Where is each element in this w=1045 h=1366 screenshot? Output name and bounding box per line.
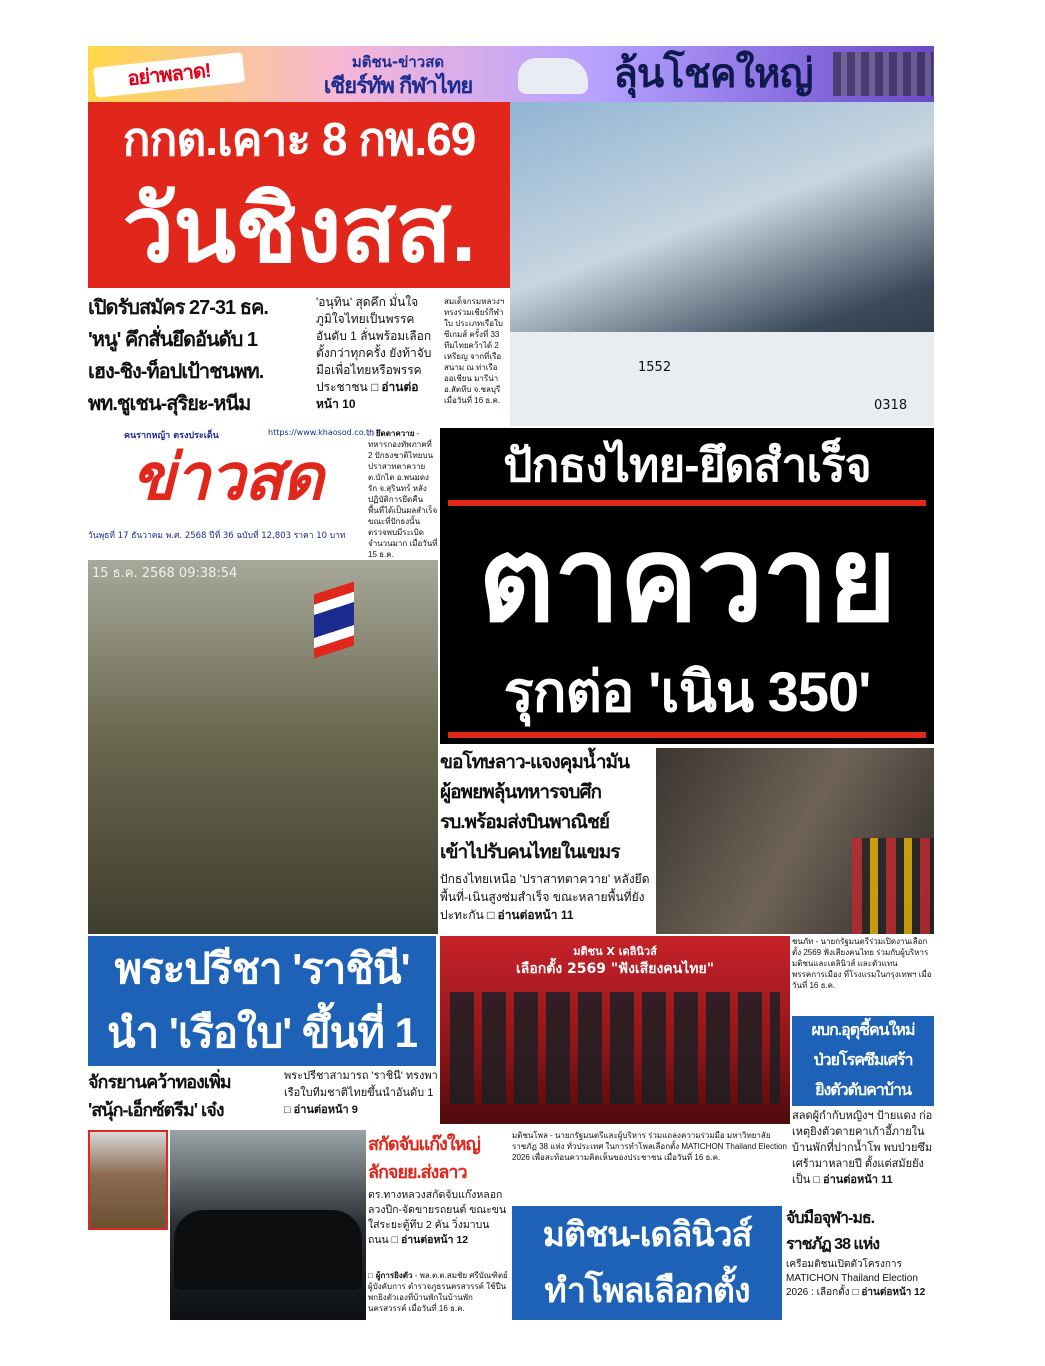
sailing-caption-ref: เมื่อวันที่ 16 ธ.ค. <box>444 396 501 405</box>
subhead-rule <box>448 732 926 738</box>
main-story-box[interactable] <box>440 428 934 744</box>
election-line-3: เฮง-ชิง-ท็อปเป้าชนพท. <box>88 361 264 383</box>
sail-number-1: 1552 <box>638 360 672 375</box>
pm-line-3: ยิงตัวดับคาบ้าน <box>815 1082 911 1099</box>
press-photo <box>656 748 934 934</box>
survey-brief-text: มติชนโพล - นายกรัฐมนตรีและผู้บริหาร ร่วมแถลงความร่วมมือ มหาวิทยาลัยราชภัฏ 38 แห่ง ทั่วประเทศ ในการทำโพลเลือกตั้ง MATICHON Thailand Election 2026 เพื่อสะท้อนความคิดเห็นของประชาชน <box>512 1131 787 1162</box>
election-line-1: เปิดรับสมัคร 27-31 ธค. <box>88 297 268 319</box>
poll-side-2: ราชภัฏ 38 แห่ง <box>786 1236 880 1253</box>
event-brand: มติชน X เดลินิวส์ <box>573 945 657 958</box>
boat-hull <box>510 332 934 426</box>
apology-line-3: รบ.พร้อมส่งบินพาณิชย์ <box>440 812 609 833</box>
poll-line-2: ทำโพลเลือกตั้ง <box>544 1272 750 1310</box>
gang-line-1: สกัดจับแก๊งใหญ่ <box>368 1134 480 1154</box>
poll-ref[interactable]: □ อ่านต่อหน้า 12 <box>852 1287 925 1298</box>
election-headline-box[interactable] <box>88 292 312 426</box>
banner-year: 2568 <box>958 78 997 94</box>
apology-line-1: ขอโทษลาว-แจงคุมน้ำมัน <box>440 752 630 773</box>
gang-line-2: ลักจยย.ส่งลาว <box>368 1162 467 1182</box>
apology-line-2: ผู้อพยพลุ้นทหารจบศึก <box>440 782 602 803</box>
sailing-caption <box>444 296 506 426</box>
flag-brief-body: - ทหารกองทัพภาคที่ 2 ปักธงชาติไทยบนปราสาทตาควาย ต.บักได อ.พนมดงรัก จ.สุรินทร์ หลังปฏิบัติการยึดคืนพื้นที่ได้เป็นผลสำเร็จ ขณะที่ปักธงนั้น ตรวจพบมีระเบิดจำนวนมาก <box>368 429 438 548</box>
election-ref[interactable]: □ อ่านต่อหน้า 10 <box>316 380 419 411</box>
sport-body-text: พระปรีชาสามารถ 'ราชินี' ทรงพาเรือใบทีมชาติไทยขึ้นนำอันดับ 1 <box>284 1070 438 1099</box>
apology-line-4: เข้าไปรับคนไทยในเขมร <box>440 842 620 863</box>
sport-body <box>284 1068 438 1124</box>
sport-ref[interactable]: □ อ่านต่อหน้า 9 <box>284 1104 358 1116</box>
kicker-rule <box>448 500 926 506</box>
gang-body <box>368 1188 510 1268</box>
top-story-line2: วันชิงสส. <box>122 179 476 281</box>
flag-brief <box>368 428 438 560</box>
car-body <box>174 1210 362 1290</box>
car-image <box>518 58 588 94</box>
masthead-tagline: คนรากหญ้า ตรงประเด็น <box>124 431 219 441</box>
banner-date-from: ตั้งแต่ <box>948 51 970 61</box>
apology-body <box>440 870 656 924</box>
election-line-4: พท.ชูเชน-สุริยะ-หนีม <box>88 393 251 415</box>
flag-brief-title: □ ยึดตาควาย <box>368 429 414 438</box>
prize-image <box>833 52 933 96</box>
microphone-cluster <box>852 838 934 934</box>
apology-story[interactable] <box>440 748 656 934</box>
election-body <box>316 294 440 428</box>
poll-side-1: จับมือจุฬา-มธ. <box>786 1210 875 1227</box>
sport-line-1: พระปรีชา 'ราชินี' <box>114 945 410 992</box>
banner-date-to: ถึง 18 ธ.ค. <box>986 62 1045 76</box>
sport-subheads <box>88 1068 282 1124</box>
sport-sub-2: 'สนุ้ก-เอ็กซ์ตรีม' เจ๋ง <box>88 1100 224 1120</box>
pm-box[interactable] <box>792 1016 934 1106</box>
right-brief-ref: เมื่อวันที่ 16 ธ.ค. <box>792 970 932 990</box>
poll-line-1: มติชน-เดลินิวส์ <box>542 1216 752 1254</box>
masthead-logo: ข่าวสด <box>131 441 323 513</box>
poll-headline-box[interactable] <box>512 1206 782 1320</box>
thai-flag-icon <box>314 582 354 659</box>
banner-headline: ลุ้นโชคใหญ่ <box>613 52 813 96</box>
sail-number-2: 0318 <box>874 398 908 413</box>
banner-line2: เชียร์ทัพ กีฬาไทย <box>323 73 473 98</box>
officer-brief <box>368 1270 510 1320</box>
banner-date-today: วันนี้ <box>944 62 962 100</box>
flag-photo <box>88 560 438 934</box>
poll-body <box>786 1258 934 1300</box>
election-line-2: 'หนู' คึกสั่นยึดอันดับ 1 <box>88 329 258 351</box>
event-title: เลือกตั้ง 2569 "ฟังเสียงคนไทย" <box>515 961 714 977</box>
poll-body-text: เครือมติชนเปิดตัวโครงการ MATICHON Thailand Election 2026 : เลือกตั้ง <box>786 1259 918 1298</box>
top-story-line1: กกต.เคาะ 8 กพ.69 <box>122 113 476 165</box>
sport-line-2: นำ 'เรือใบ' ขึ้นที่ 1 <box>106 1009 418 1056</box>
sport-story-box[interactable] <box>88 936 436 1066</box>
survey-brief-ref: เมื่อวันที่ 16 ธ.ค. <box>664 1153 721 1162</box>
right-brief-text: ชนภัท - นายกรัฐมนตรีร่วมเปิดงานเลือกตั้ง 2569 ฟังเสียงคนไทย ร่วมกับผู้บริหารมติชนและเดลินิวส์ และตัวแทนพรรคการเมือง ที่โรงแรมในกรุงเทพฯ <box>792 937 929 979</box>
pm-body-text: สลดผู้กำกับหญิงฯ ป้ายแดง ก่อเหตุยิงตัวตายคาเก้าอี้ภายในบ้านพักที่ปากน้ำโพ พบป่วยซึมเศร้ามาหลายปี ตั้งแต่สมัยยังเป็น <box>792 1110 933 1186</box>
masthead-dateline: วันพุธที่ 17 ธันวาคม พ.ศ. 2568 ปีที่ 36 ฉบับที่ 12,803 ราคา 10 บาท <box>88 531 346 541</box>
masthead <box>88 428 375 560</box>
apology-ref[interactable]: □ อ่านต่อหน้า 11 <box>487 908 573 922</box>
main-headline: ตาควาย <box>478 514 896 646</box>
event-people <box>450 992 780 1104</box>
pm-body <box>792 1108 934 1204</box>
apology-body-text: ปักธงไทยเหนือ 'ปราสาทตาควาย' หลังยึดพื้นที่-เนินสูงซ่มสำเร็จ ขณะหลายพื้นที่ยังปะทะกัน <box>440 872 650 922</box>
banner-tag: อย่าพลาด! <box>93 52 245 98</box>
top-banner[interactable] <box>88 46 1045 102</box>
car-photo <box>170 1130 366 1320</box>
main-subhead: รุกต่อ 'เนิน 350' <box>503 660 871 723</box>
photo-timestamp: 15 ธ.ค. 2568 09:38:54 <box>92 566 238 581</box>
gang-body-text: ตร.ทางหลวงสกัดจับแก๊งหลอกลวงปีก-จัดขายรถยนต์ ขณะขนใส่ระยะตู้ทึบ 2 คัน วิ่งมาบนถนน <box>368 1189 507 1246</box>
banner-line1: มติชน-ข่าวสด <box>351 53 445 71</box>
top-story-box[interactable] <box>88 102 510 288</box>
sailing-photo <box>510 102 934 426</box>
officer-brief-body: - พล.ต.ต.สมชัย ศรีบัณฑิตย์ ผู้บังคับการ ตำรวจภูธรนครสวรรค์ ใช้ปืนพกยิงตัวเองที่บ้านพักในบ้านพักนครสวรรค์ เมื่อวันที่ 16 ธ.ค. <box>368 1271 508 1313</box>
sport-sub-1: จักรยานคว้าทองเพิ่ม <box>88 1072 231 1092</box>
pm-ref[interactable]: □ อ่านต่อหน้า 11 <box>813 1174 892 1186</box>
officer-brief-title: □ ผู้การยิงตัว <box>368 1271 412 1280</box>
event-photo <box>440 936 790 1124</box>
right-brief <box>792 936 934 1016</box>
main-kicker: ปักธงไทย-ยึดสำเร็จ <box>503 439 871 491</box>
pm-line-2: ป่วยโรคซึมเศร้า <box>813 1052 913 1069</box>
gang-ref[interactable]: □ อ่านต่อหน้า 12 <box>392 1234 468 1246</box>
flag-brief-ref: เมื่อวันที่ 15 ธ.ค. <box>368 539 438 559</box>
officer-portrait <box>88 1130 168 1230</box>
poll-side <box>786 1206 934 1320</box>
masthead-url[interactable]: https://www.khaosod.co.th <box>268 428 375 437</box>
sailing-caption-text: สมเด็จกรมหลวงฯ ทรงร่วมเชียร์กีฬาใบ ประเภทเรือใบซีเกมส์ ครั้งที่ 33 ทีมไทยคว้าได้ 2 เหรียญ จากที่เรือสนาม ณ ท่าเรือ ออเชียน มารีน่า อ.สัตหีบ จ.ชลบุรี <box>444 297 505 394</box>
pm-line-1: ผบก.อุตุชี้คนใหม่ <box>811 1022 915 1039</box>
survey-brief <box>512 1130 792 1206</box>
election-body-text: 'อนุทิน' สุดคึก มั่นใจภูมิใจไทยเป็นพรรคอันดับ 1 ลั่นพร้อมเลือกตั้งกว่าทุกครั้ง ยังท้าจับมือเพื่อไทยหรือพรรคประชาชน <box>316 295 432 394</box>
